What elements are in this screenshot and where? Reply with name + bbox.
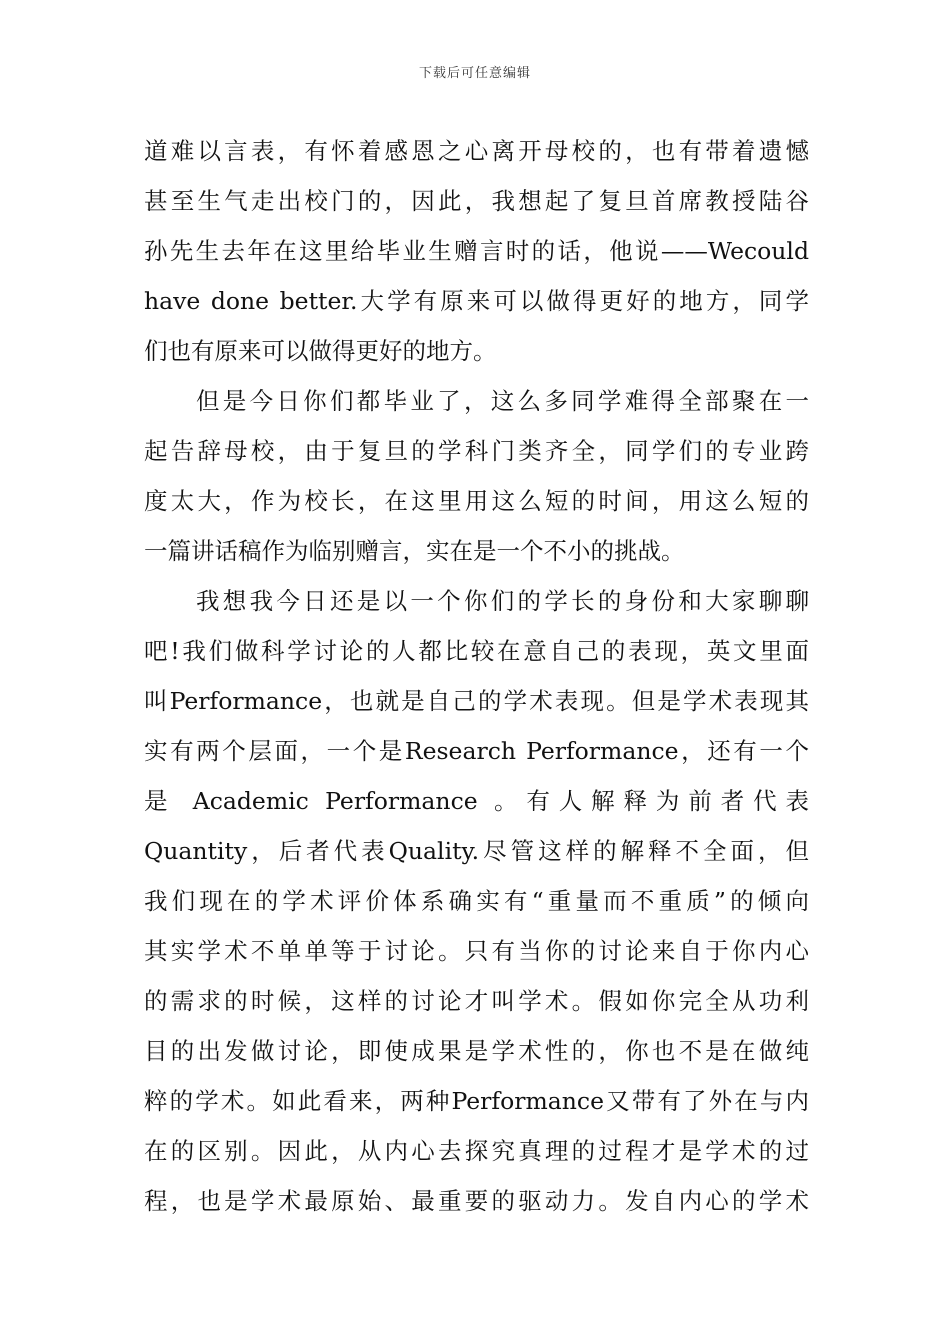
text-line: 孙先生去年在这里给毕业生赠言时的话，他说——Wecould [144,237,809,265]
text-line: Quantity，后者代表Quality.尽管这样的解释不全面，但 [144,837,809,865]
text-line: 但是今日你们都毕业了，这么多同学难得全部聚在一 [196,387,809,415]
text-line: 们也有原来可以做得更好的地方。 [144,337,497,365]
text-line: 甚至生气走出校门的，因此，我想起了复旦首席教授陆谷 [144,187,809,215]
text-line: 道难以言表，有怀着感恩之心离开母校的，也有带着遗憾 [144,137,809,165]
text-line: 在的区别。因此，从内心去探究真理的过程才是学术的过 [144,1137,809,1165]
document-body [144,126,809,1226]
text-line: 粹的学术。如此看来，两种Performance又带有了外在与内 [144,1087,809,1115]
text-line: 是 Academic Performance 。有人解释为前者代表 [144,787,809,815]
text-line: 目的出发做讨论，即使成果是学术性的，你也不是在做纯 [144,1037,809,1065]
text-line: 程，也是学术最原始、最重要的驱动力。发自内心的学术 [144,1187,809,1215]
text-line: 起告辞母校，由于复旦的学科门类齐全，同学们的专业跨 [144,437,809,465]
page-header: 下载后可任意编辑 [418,66,531,81]
text-line: 我们现在的学术评价体系确实有“重量而不重质”的倾向 [144,887,809,915]
text-line: 实有两个层面，一个是Research Performance，还有一个 [144,737,809,765]
text-line: 度太大，作为校长，在这里用这么短的时间，用这么短的 [144,487,809,515]
text-line: 一篇讲话稿作为临别赠言，实在是一个不小的挑战。 [144,537,685,565]
text-line: 叫Performance，也就是自己的学术表现。但是学术表现其 [144,687,809,715]
text-line: 我想我今日还是以一个你们的学长的身份和大家聊聊 [196,587,809,615]
text-line: 其实学术不单单等于讨论。只有当你的讨论来自于你内心 [144,937,809,965]
text-line: have done better.大学有原来可以做得更好的地方，同学 [144,287,809,315]
text-line: 的需求的时候，这样的讨论才叫学术。假如你完全从功利 [144,987,809,1015]
text-line: 吧!我们做科学讨论的人都比较在意自己的表现，英文里面 [144,637,809,665]
